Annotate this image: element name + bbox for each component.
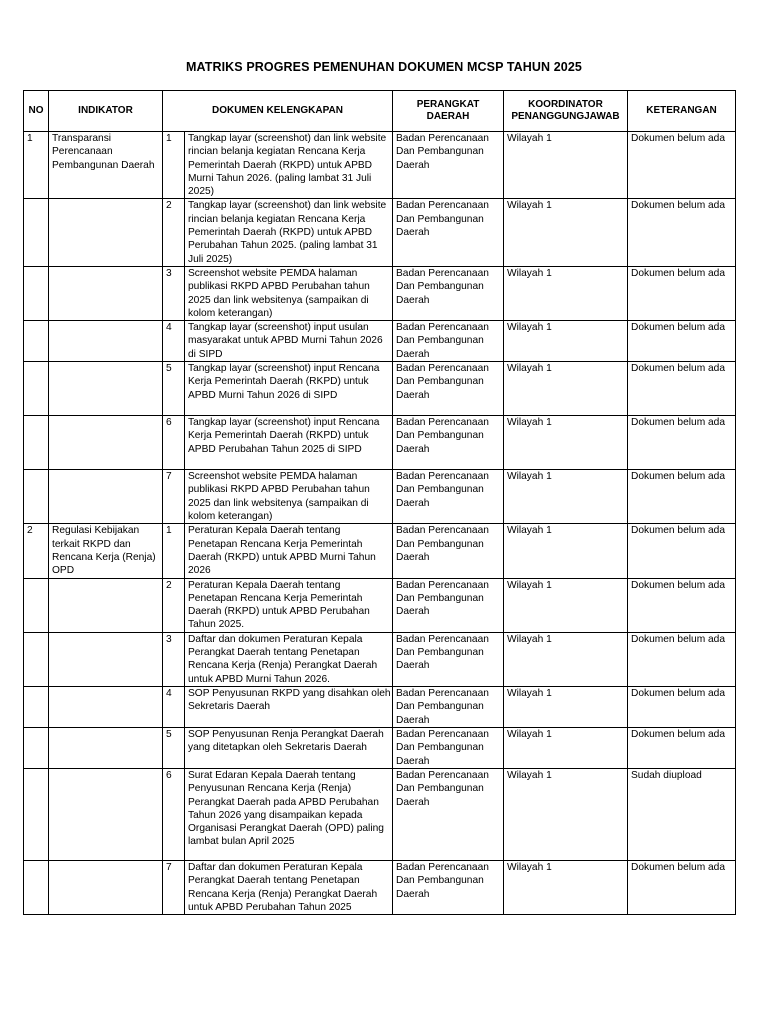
keterangan-cell: Dokumen belum ada	[628, 860, 736, 914]
row-no	[24, 321, 49, 362]
col-header-keterangan: KETERANGAN	[628, 91, 736, 132]
table-row	[24, 632, 736, 686]
document-cell: Tangkap layar (screenshot) input usulan masyarakat untuk APBD Murni Tahun 2026 di SIPD	[185, 321, 393, 362]
document-cell: SOP Penyusunan RKPD yang disahkan oleh Sekretaris Daerah	[185, 686, 393, 727]
table-header-row	[24, 91, 736, 132]
table-row	[24, 860, 736, 914]
koordinator-cell: Wilayah 1	[504, 686, 628, 727]
document-no: 6	[163, 768, 185, 860]
row-no: 2	[24, 524, 49, 578]
indikator-cell	[49, 632, 163, 686]
indikator-cell	[49, 860, 163, 914]
perangkat-cell: Badan Perencanaan Dan Pembangunan Daerah	[393, 470, 504, 524]
koordinator-cell: Wilayah 1	[504, 416, 628, 470]
table-row	[24, 524, 736, 578]
indikator-cell: Transparansi Perencanaan Pembangunan Daerah	[49, 132, 163, 199]
indikator-cell	[49, 578, 163, 632]
document-cell: Daftar dan dokumen Peraturan Kepala Perangkat Daerah tentang Penetapan Rencana Kerja (Renja) Perangkat Daerah untuk APBD Perubahan Tahun 2025	[185, 860, 393, 914]
document-cell: Peraturan Kepala Daerah tentang Penetapan Rencana Kerja Pemerintah Daerah (RKPD) untuk APBD Murni Tahun 2026	[185, 524, 393, 578]
indikator-cell	[49, 470, 163, 524]
document-no: 5	[163, 727, 185, 768]
row-no	[24, 470, 49, 524]
row-no	[24, 362, 49, 416]
row-no	[24, 860, 49, 914]
document-cell: Tangkap layar (screenshot) dan link website rincian belanja kegiatan Rencana Kerja Pemerintah Daerah (RKPD) untuk APBD Perubahan Tahun 2025. (paling lambat 31 Juli 2025)	[185, 199, 393, 266]
progress-matrix-table	[23, 90, 736, 915]
perangkat-cell: Badan Perencanaan Dan Pembangunan Daerah	[393, 266, 504, 320]
row-no	[24, 199, 49, 266]
row-no	[24, 727, 49, 768]
document-cell: SOP Penyusunan Renja Perangkat Daerah yang ditetapkan oleh Sekretaris Daerah	[185, 727, 393, 768]
perangkat-cell: Badan Perencanaan Dan Pembangunan Daerah	[393, 578, 504, 632]
document-no: 3	[163, 632, 185, 686]
document-no: 2	[163, 578, 185, 632]
table-row	[24, 321, 736, 362]
table-body	[24, 132, 736, 915]
table-row	[24, 266, 736, 320]
document-no: 6	[163, 416, 185, 470]
row-no	[24, 632, 49, 686]
indikator-cell	[49, 416, 163, 470]
perangkat-cell: Badan Perencanaan Dan Pembangunan Daerah	[393, 860, 504, 914]
table-row	[24, 132, 736, 199]
document-no: 1	[163, 524, 185, 578]
table-row	[24, 470, 736, 524]
document-no: 5	[163, 362, 185, 416]
koordinator-cell: Wilayah 1	[504, 266, 628, 320]
row-no	[24, 416, 49, 470]
perangkat-cell: Badan Perencanaan Dan Pembangunan Daerah	[393, 416, 504, 470]
koordinator-cell: Wilayah 1	[504, 768, 628, 860]
perangkat-cell: Badan Perencanaan Dan Pembangunan Daerah	[393, 686, 504, 727]
document-no: 7	[163, 860, 185, 914]
document-cell: Tangkap layar (screenshot) dan link website rincian belanja kegiatan Rencana Kerja Pemerintah Daerah (RKPD) untuk APBD Murni Tahun 2026. (paling lambat 31 Juli 2025)	[185, 132, 393, 199]
perangkat-cell: Badan Perencanaan Dan Pembangunan Daerah	[393, 768, 504, 860]
keterangan-cell: Dokumen belum ada	[628, 686, 736, 727]
document-cell: Tangkap layar (screenshot) input Rencana Kerja Pemerintah Daerah (RKPD) untuk APBD Murni Tahun 2026 di SIPD	[185, 362, 393, 416]
document-cell: Surat Edaran Kepala Daerah tentang Penyusunan Rencana Kerja (Renja) Perangkat Daerah pada APBD Perubahan Tahun 2026 yang disampaikan kepada Organisasi Perangkat Daerah (OPD) paling lambat bulan April 2025	[185, 768, 393, 860]
perangkat-cell: Badan Perencanaan Dan Pembangunan Daerah	[393, 362, 504, 416]
perangkat-cell: Badan Perencanaan Dan Pembangunan Daerah	[393, 524, 504, 578]
koordinator-cell: Wilayah 1	[504, 132, 628, 199]
indikator-cell: Regulasi Kebijakan terkait RKPD dan Rencana Kerja (Renja) OPD	[49, 524, 163, 578]
koordinator-cell: Wilayah 1	[504, 470, 628, 524]
keterangan-cell: Dokumen belum ada	[628, 321, 736, 362]
koordinator-cell: Wilayah 1	[504, 860, 628, 914]
row-no	[24, 266, 49, 320]
document-no: 3	[163, 266, 185, 320]
keterangan-cell: Dokumen belum ada	[628, 416, 736, 470]
col-header-no: NO	[24, 91, 49, 132]
koordinator-cell: Wilayah 1	[504, 321, 628, 362]
document-cell: Peraturan Kepala Daerah tentang Penetapan Rencana Kerja Pemerintah Daerah (RKPD) untuk APBD Perubahan Tahun 2025.	[185, 578, 393, 632]
koordinator-cell: Wilayah 1	[504, 578, 628, 632]
document-no: 1	[163, 132, 185, 199]
col-header-koordinator: KOORDINATOR PENANGGUNGJAWAB	[504, 91, 628, 132]
indikator-cell	[49, 768, 163, 860]
col-header-indikator: INDIKATOR	[49, 91, 163, 132]
keterangan-cell: Dokumen belum ada	[628, 362, 736, 416]
document-title: MATRIKS PROGRES PEMENUHAN DOKUMEN MCSP TAHUN 2025	[186, 60, 582, 74]
col-header-dokumen: DOKUMEN KELENGKAPAN	[163, 91, 393, 132]
indikator-cell	[49, 362, 163, 416]
document-cell: Screenshot website PEMDA halaman publikasi RKPD APBD Perubahan tahun 2025 dan link websitenya (sampaikan di kolom keterangan)	[185, 266, 393, 320]
table-row	[24, 578, 736, 632]
koordinator-cell: Wilayah 1	[504, 362, 628, 416]
document-cell: Tangkap layar (screenshot) input Rencana Kerja Pemerintah Daerah (RKPD) untuk APBD Perubahan Tahun 2025 di SIPD	[185, 416, 393, 470]
document-no: 4	[163, 321, 185, 362]
keterangan-cell: Dokumen belum ada	[628, 632, 736, 686]
document-no: 4	[163, 686, 185, 727]
keterangan-cell: Dokumen belum ada	[628, 578, 736, 632]
koordinator-cell: Wilayah 1	[504, 727, 628, 768]
table-row	[24, 362, 736, 416]
indikator-cell	[49, 727, 163, 768]
row-no	[24, 578, 49, 632]
col-header-perangkat: PERANGKAT DAERAH	[393, 91, 504, 132]
perangkat-cell: Badan Perencanaan Dan Pembangunan Daerah	[393, 321, 504, 362]
perangkat-cell: Badan Perencanaan Dan Pembangunan Daerah	[393, 632, 504, 686]
koordinator-cell: Wilayah 1	[504, 199, 628, 266]
table-row	[24, 199, 736, 266]
perangkat-cell: Badan Perencanaan Dan Pembangunan Daerah	[393, 727, 504, 768]
document-no: 7	[163, 470, 185, 524]
koordinator-cell: Wilayah 1	[504, 524, 628, 578]
perangkat-cell: Badan Perencanaan Dan Pembangunan Daerah	[393, 132, 504, 199]
indikator-cell	[49, 266, 163, 320]
koordinator-cell: Wilayah 1	[504, 632, 628, 686]
indikator-cell	[49, 321, 163, 362]
indikator-cell	[49, 199, 163, 266]
table-row	[24, 416, 736, 470]
keterangan-cell: Sudah diupload	[628, 768, 736, 860]
row-no	[24, 686, 49, 727]
keterangan-cell: Dokumen belum ada	[628, 524, 736, 578]
table-row	[24, 686, 736, 727]
row-no: 1	[24, 132, 49, 199]
table-row	[24, 768, 736, 860]
row-no	[24, 768, 49, 860]
keterangan-cell: Dokumen belum ada	[628, 470, 736, 524]
keterangan-cell: Dokumen belum ada	[628, 266, 736, 320]
keterangan-cell: Dokumen belum ada	[628, 132, 736, 199]
document-no: 2	[163, 199, 185, 266]
indikator-cell	[49, 686, 163, 727]
document-cell: Screenshot website PEMDA halaman publikasi RKPD APBD Perubahan tahun 2025 dan link websitenya (sampaikan di kolom keterangan)	[185, 470, 393, 524]
document-cell: Daftar dan dokumen Peraturan Kepala Perangkat Daerah tentang Penetapan Rencana Kerja (Renja) Perangkat Daerah untuk APBD Murni Tahun 2026.	[185, 632, 393, 686]
keterangan-cell: Dokumen belum ada	[628, 727, 736, 768]
perangkat-cell: Badan Perencanaan Dan Pembangunan Daerah	[393, 199, 504, 266]
keterangan-cell: Dokumen belum ada	[628, 199, 736, 266]
table-row	[24, 727, 736, 768]
